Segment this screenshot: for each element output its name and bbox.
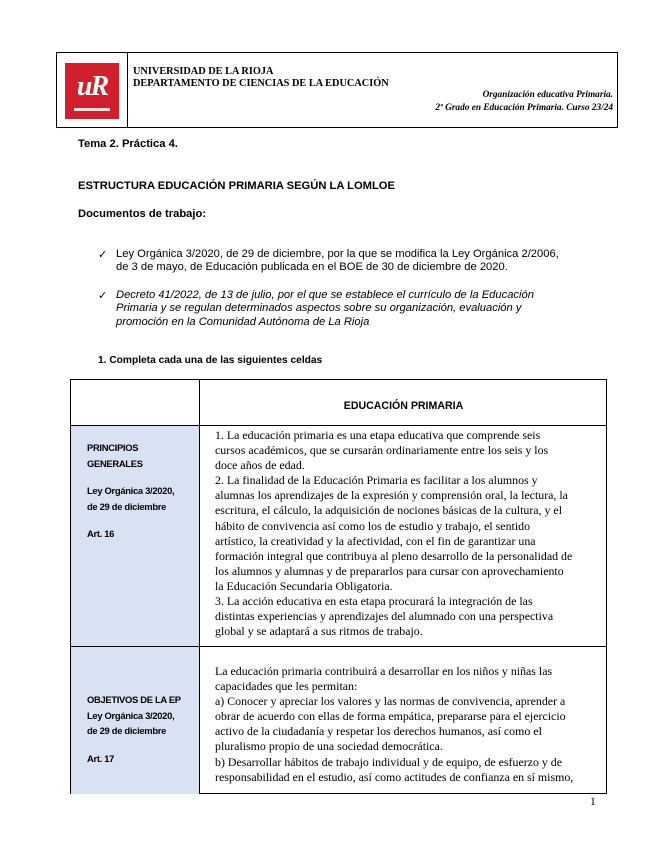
row-divider — [71, 425, 606, 426]
text-line: los alumnos y alumnas y de prepararlos para cursar con aprovechamiento — [215, 563, 564, 578]
page-number: 1 — [590, 796, 596, 808]
label-line: Art. 17 — [87, 752, 115, 764]
university-logo — [65, 63, 119, 119]
logo-underline — [74, 108, 110, 111]
label-line: de 29 de diciembre — [87, 500, 167, 512]
check-icon: ✓ — [98, 290, 108, 302]
text-line: 3. La acción educativa en esta etapa procurará la integración de las — [215, 594, 533, 609]
text-line: distintas experiencias y aprendizajes del alumnado con una perspectiva — [215, 609, 554, 624]
principles-label — [87, 440, 174, 542]
text-line: formación integral que contribuya al pleno desarrollo de la personalidad de — [215, 548, 573, 563]
text-line: responsabilidad en el estudio, así como actitudes de confianza en sí mismo, — [215, 769, 574, 784]
university-name: UNIVERSIDAD DE LA RIOJA — [133, 66, 274, 77]
text-line: escritura, el cálculo, la adquisición de nociones básicas de la cultura, y el — [215, 503, 563, 518]
objectives-label — [87, 692, 181, 766]
text-line: pluralismo propio de una sociedad democrática. — [215, 739, 443, 754]
text-line: capacidades que les permitan: — [215, 679, 358, 694]
table-header-primary: EDUCACIÓN PRIMARIA — [343, 400, 464, 412]
law-line: de 3 de mayo, de Educación publicada en el BOE de 30 de diciembre de 2020. — [116, 261, 508, 274]
task-instruction: 1. Completa cada una de las siguientes celdas — [98, 355, 323, 366]
label-line: Ley Orgánica 3/2020, — [87, 485, 175, 496]
text-line: alumnas los aprendizajes de la expresión y comprensión oral, la lectura, la — [215, 488, 568, 503]
logo-letters: uR — [76, 71, 108, 102]
header-divider — [127, 53, 128, 127]
row-divider — [71, 646, 606, 647]
department-name: DEPARTAMENTO DE CIENCIAS DE LA EDUCACIÓN — [133, 78, 389, 89]
text-line: a) Conocer y apreciar los valores y las normas de convivencia, aprender a — [215, 694, 566, 709]
objectives-text — [215, 664, 603, 785]
law-line: Ley Orgánica 3/2020, de 29 de diciembre, por la que se modifica la Ley Orgánica 2/2006, — [116, 248, 559, 260]
text-line: global y se adaptará a sus ritmos de trabajo. — [215, 624, 423, 639]
label-line: PRINCIPIOS — [87, 442, 139, 453]
text-line: b) Desarrollar hábitos de trabajo individual y de equipo, de esfuerzo y de — [215, 754, 563, 769]
work-docs-heading: Documentos de trabajo: — [78, 208, 207, 220]
text-line: artístico, la creatividad y la afectividad, con el fin de garantizar una — [215, 533, 536, 548]
decree-line: Decreto 41/2022, de 13 de julio, por el que se establece el currículo de la Educación — [116, 289, 534, 301]
text-line: hábito de convivencia así como los de estudio y trabajo, el sentido — [215, 518, 531, 533]
institution-block — [133, 66, 389, 90]
text-line: 1. La educación primaria es una etapa educativa que comprende seis — [215, 428, 541, 442]
label-line: OBJETIVOS DE LA EP — [87, 694, 181, 705]
decree-reference — [116, 289, 534, 329]
text-line: doce años de edad. — [215, 458, 305, 473]
text-line: activo de la ciudadanía y respetar los derechos humanos, así como el — [215, 724, 542, 739]
text-line: la Educación Secundaria Obligatoria. — [215, 578, 393, 593]
document-header — [56, 52, 618, 128]
text-line: 2. La finalidad de la Educación Primaria es facilitar a los alumnos y — [215, 473, 538, 488]
label-line: GENERALES — [87, 457, 143, 469]
text-line: cursos académicos, que se cursarán ordinariamente entre los seis y los — [215, 443, 549, 458]
column-divider — [199, 380, 200, 793]
check-icon: ✓ — [98, 249, 108, 261]
course-detail: 2º Grado en Educación Primaria. Curso 23/24 — [435, 102, 613, 113]
label-line: de 29 de diciembre — [87, 725, 167, 736]
text-line: La educación primaria contribuirá a desarrollar en los niños y niñas las — [215, 664, 553, 678]
decree-line: Primaria y se regulan determinados aspectos sobre su organización, evaluación y — [116, 302, 522, 315]
law-reference — [116, 248, 559, 275]
label-line: Art. 16 — [87, 528, 115, 539]
course-block — [435, 89, 613, 114]
topic-heading: Tema 2. Práctica 4. — [78, 138, 178, 150]
decree-line: promoción en la Comunidad Autónoma de La Rioja — [116, 315, 370, 328]
principles-text — [215, 428, 603, 639]
label-line: Ley Orgánica 3/2020, — [87, 709, 175, 721]
text-line: obrar de acuerdo con ellas de forma empática, prepararse para el ejercicio — [215, 709, 566, 724]
page-title: ESTRUCTURA EDUCACIÓN PRIMARIA SEGÚN LA LOMLOE — [78, 180, 395, 192]
course-name: Organización educativa Primaria. — [482, 90, 613, 100]
structure-table — [70, 379, 607, 794]
